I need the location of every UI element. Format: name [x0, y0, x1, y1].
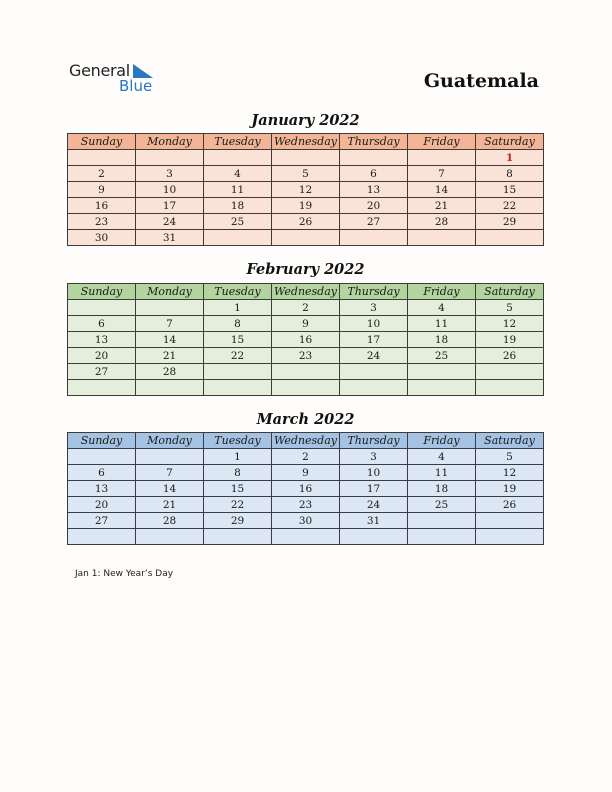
- day-cell: 29: [204, 513, 272, 529]
- day-cell: 10: [340, 465, 408, 481]
- day-cell: 24: [340, 497, 408, 513]
- weekday-header: Monday: [136, 134, 204, 150]
- day-cell: 5: [272, 166, 340, 182]
- weekday-header: Sunday: [68, 134, 136, 150]
- day-cell: 8: [204, 316, 272, 332]
- day-cell: [408, 230, 476, 246]
- day-cell: 22: [204, 497, 272, 513]
- day-cell: 4: [408, 300, 476, 316]
- day-cell: [476, 513, 544, 529]
- day-cell: 8: [204, 465, 272, 481]
- day-cell: [136, 529, 204, 545]
- day-cell: [68, 300, 136, 316]
- day-cell: 12: [476, 316, 544, 332]
- week-row: [68, 214, 544, 230]
- day-cell: [68, 529, 136, 545]
- day-cell: 29: [476, 214, 544, 230]
- week-row: [68, 198, 544, 214]
- day-cell: [68, 380, 136, 396]
- day-cell: 21: [408, 198, 476, 214]
- weekday-header: Friday: [408, 284, 476, 300]
- week-row: [68, 300, 544, 316]
- day-cell: 9: [68, 182, 136, 198]
- day-cell: 10: [340, 316, 408, 332]
- day-cell: [340, 150, 408, 166]
- day-cell: 3: [136, 166, 204, 182]
- day-cell: 30: [272, 513, 340, 529]
- day-cell: 24: [340, 348, 408, 364]
- day-cell: 14: [408, 182, 476, 198]
- logo-blue-text: Blue: [119, 77, 153, 95]
- day-cell: [68, 449, 136, 465]
- weekday-header: Wednesday: [272, 284, 340, 300]
- day-cell: 19: [476, 481, 544, 497]
- day-cell: [136, 449, 204, 465]
- day-cell: 13: [68, 332, 136, 348]
- weekday-header: Saturday: [476, 134, 544, 150]
- day-cell: [136, 300, 204, 316]
- day-cell: [272, 380, 340, 396]
- day-cell: 31: [136, 230, 204, 246]
- day-cell: 10: [136, 182, 204, 198]
- weekday-header: Monday: [136, 433, 204, 449]
- day-cell: 15: [204, 332, 272, 348]
- day-cell: 8: [476, 166, 544, 182]
- day-cell: 21: [136, 348, 204, 364]
- month-title-march: March 2022: [256, 411, 355, 428]
- day-cell: 25: [408, 348, 476, 364]
- generalblue-logo: [69, 61, 169, 97]
- weekday-header: Sunday: [68, 433, 136, 449]
- day-cell: [204, 364, 272, 380]
- day-cell: [204, 529, 272, 545]
- day-cell: 3: [340, 449, 408, 465]
- day-cell: 1: [204, 300, 272, 316]
- day-cell: 19: [476, 332, 544, 348]
- weekday-header-row: [68, 134, 544, 150]
- day-cell: 30: [68, 230, 136, 246]
- logo-general-text: General: [69, 61, 130, 80]
- calendar-february: [67, 283, 544, 396]
- day-cell: 7: [408, 166, 476, 182]
- week-row: [68, 449, 544, 465]
- day-cell: 26: [476, 497, 544, 513]
- day-cell: [340, 230, 408, 246]
- week-row: [68, 182, 544, 198]
- day-cell: 17: [340, 332, 408, 348]
- holiday-note: Jan 1: New Year’s Day: [75, 569, 174, 579]
- day-cell: 17: [136, 198, 204, 214]
- month-title-february: February 2022: [246, 261, 365, 278]
- day-cell: 12: [272, 182, 340, 198]
- day-cell: 26: [476, 348, 544, 364]
- weekday-header-row: [68, 433, 544, 449]
- day-cell: 20: [68, 497, 136, 513]
- day-cell: 14: [136, 481, 204, 497]
- day-cell: 21: [136, 497, 204, 513]
- week-row: [68, 364, 544, 380]
- day-cell: 2: [68, 166, 136, 182]
- weekday-header: Friday: [408, 433, 476, 449]
- day-cell: 23: [68, 214, 136, 230]
- week-row: [68, 497, 544, 513]
- day-cell: 28: [136, 513, 204, 529]
- day-cell: 23: [272, 497, 340, 513]
- day-cell: 22: [204, 348, 272, 364]
- day-cell: 2: [272, 300, 340, 316]
- day-cell: 26: [272, 214, 340, 230]
- calendar-march: [67, 432, 544, 545]
- day-cell: 6: [68, 316, 136, 332]
- month-title-january: January 2022: [251, 112, 360, 129]
- day-cell: [272, 529, 340, 545]
- weekday-header: Wednesday: [272, 134, 340, 150]
- day-cell: 4: [408, 449, 476, 465]
- day-cell: [408, 150, 476, 166]
- day-cell: 7: [136, 465, 204, 481]
- day-cell: 25: [408, 497, 476, 513]
- weekday-header: Tuesday: [204, 284, 272, 300]
- day-cell: 5: [476, 449, 544, 465]
- weekday-header: Monday: [136, 284, 204, 300]
- day-cell: [340, 529, 408, 545]
- day-cell: [476, 364, 544, 380]
- day-cell: 3: [340, 300, 408, 316]
- day-cell: 11: [408, 465, 476, 481]
- weekday-header: Thursday: [340, 433, 408, 449]
- weekday-header: Sunday: [68, 284, 136, 300]
- weekday-header: Tuesday: [204, 433, 272, 449]
- day-cell: [476, 380, 544, 396]
- day-cell: 6: [68, 465, 136, 481]
- day-cell: 23: [272, 348, 340, 364]
- day-cell: 19: [272, 198, 340, 214]
- day-cell: [272, 230, 340, 246]
- day-cell: [272, 364, 340, 380]
- day-cell: 31: [340, 513, 408, 529]
- day-cell: 20: [340, 198, 408, 214]
- day-cell: [68, 150, 136, 166]
- week-row: [68, 332, 544, 348]
- day-cell: 15: [476, 182, 544, 198]
- day-cell: 12: [476, 465, 544, 481]
- day-cell: 28: [408, 214, 476, 230]
- day-cell: 15: [204, 481, 272, 497]
- day-cell: 11: [408, 316, 476, 332]
- week-row: [68, 380, 544, 396]
- day-cell: 22: [476, 198, 544, 214]
- day-cell: 18: [408, 481, 476, 497]
- day-cell: 16: [68, 198, 136, 214]
- weekday-header-row: [68, 284, 544, 300]
- day-cell: 1: [476, 150, 544, 166]
- country-title: Guatemala: [423, 70, 539, 92]
- day-cell: [408, 380, 476, 396]
- day-cell: [408, 513, 476, 529]
- day-cell: 17: [340, 481, 408, 497]
- day-cell: [272, 150, 340, 166]
- day-cell: 14: [136, 332, 204, 348]
- week-row: [68, 529, 544, 545]
- weekday-header: Saturday: [476, 284, 544, 300]
- day-cell: 24: [136, 214, 204, 230]
- day-cell: 27: [68, 513, 136, 529]
- week-row: [68, 513, 544, 529]
- day-cell: 6: [340, 166, 408, 182]
- day-cell: 11: [204, 182, 272, 198]
- day-cell: 13: [340, 182, 408, 198]
- week-row: [68, 150, 544, 166]
- day-cell: [408, 529, 476, 545]
- day-cell: 18: [408, 332, 476, 348]
- day-cell: 2: [272, 449, 340, 465]
- weekday-header: Thursday: [340, 134, 408, 150]
- weekday-header: Friday: [408, 134, 476, 150]
- week-row: [68, 465, 544, 481]
- day-cell: [340, 380, 408, 396]
- day-cell: 9: [272, 316, 340, 332]
- weekday-header: Saturday: [476, 433, 544, 449]
- day-cell: [136, 380, 204, 396]
- day-cell: 1: [204, 449, 272, 465]
- day-cell: 20: [68, 348, 136, 364]
- week-row: [68, 348, 544, 364]
- day-cell: [204, 150, 272, 166]
- day-cell: [408, 364, 476, 380]
- day-cell: 4: [204, 166, 272, 182]
- week-row: [68, 230, 544, 246]
- day-cell: 27: [68, 364, 136, 380]
- day-cell: 7: [136, 316, 204, 332]
- weekday-header: Wednesday: [272, 433, 340, 449]
- day-cell: 16: [272, 481, 340, 497]
- day-cell: [340, 364, 408, 380]
- day-cell: 13: [68, 481, 136, 497]
- week-row: [68, 316, 544, 332]
- week-row: [68, 481, 544, 497]
- calendar-january: [67, 133, 544, 246]
- week-row: [68, 166, 544, 182]
- day-cell: [476, 529, 544, 545]
- day-cell: 27: [340, 214, 408, 230]
- day-cell: 5: [476, 300, 544, 316]
- day-cell: 18: [204, 198, 272, 214]
- day-cell: 25: [204, 214, 272, 230]
- weekday-header: Thursday: [340, 284, 408, 300]
- day-cell: [136, 150, 204, 166]
- day-cell: [204, 230, 272, 246]
- day-cell: 9: [272, 465, 340, 481]
- weekday-header: Tuesday: [204, 134, 272, 150]
- day-cell: [476, 230, 544, 246]
- day-cell: [204, 380, 272, 396]
- day-cell: 16: [272, 332, 340, 348]
- day-cell: 28: [136, 364, 204, 380]
